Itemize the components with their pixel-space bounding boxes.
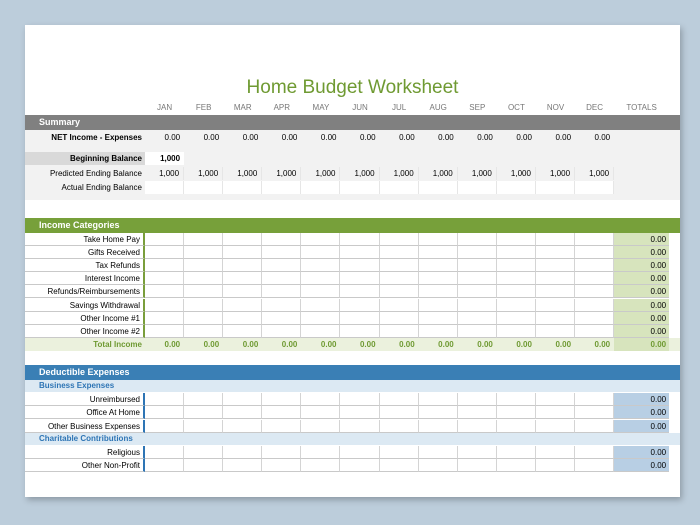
income-cell[interactable] [575, 259, 614, 272]
income-total: 0.00 [614, 233, 669, 246]
income-cell[interactable] [262, 312, 301, 325]
income-cell[interactable] [536, 299, 575, 312]
income-cell[interactable] [262, 259, 301, 272]
business-expense-total: 0.00 [614, 420, 669, 433]
income-cell[interactable] [262, 233, 301, 246]
charitable-cell[interactable] [458, 446, 497, 459]
business-expense-label: Unreimbursed [25, 393, 145, 406]
income-cell[interactable] [223, 233, 262, 246]
net-income-cell: 0.00 [438, 133, 454, 142]
income-cell[interactable] [145, 312, 184, 325]
business-expense-cell[interactable] [184, 406, 223, 419]
income-cell[interactable] [575, 299, 614, 312]
net-income-cell: 0.00 [242, 133, 259, 142]
total-income-cell: 0.00 [281, 340, 298, 349]
beginning-balance-input[interactable]: 1,000 [145, 152, 184, 165]
income-total: 0.00 [614, 246, 669, 259]
total-income-cell: 0.00 [359, 340, 376, 349]
predicted-balance-cell: 1,000 [184, 167, 223, 180]
predicted-balance-cell: 1,000 [575, 167, 614, 180]
total-income-cell: 0.00 [555, 340, 572, 349]
income-row [25, 325, 680, 338]
charitable-row [25, 459, 680, 472]
income-cell[interactable] [184, 299, 223, 312]
income-cell[interactable] [340, 259, 379, 272]
income-cell[interactable] [184, 259, 223, 272]
actual-balance-input[interactable] [380, 181, 419, 194]
predicted-balance-cell: 1,000 [262, 167, 301, 180]
income-cell[interactable] [184, 325, 223, 338]
income-total: 0.00 [614, 259, 669, 272]
income-cell[interactable] [458, 325, 497, 338]
business-expense-cell[interactable] [575, 406, 614, 419]
income-cell[interactable] [419, 246, 458, 259]
predicted-balance-cell: 1,000 [536, 167, 575, 180]
income-cell[interactable] [497, 312, 536, 325]
business-expense-cell[interactable] [575, 393, 614, 406]
charitable-cell[interactable] [497, 459, 536, 472]
income-cell[interactable] [184, 272, 223, 285]
net-income-cell: 0.00 [320, 133, 337, 142]
income-cell[interactable] [262, 325, 301, 338]
charitable-cell[interactable] [301, 446, 340, 459]
income-cell[interactable] [536, 233, 575, 246]
income-label: Take Home Pay [25, 233, 145, 246]
month-header-row [25, 101, 680, 114]
month-header: JAN [156, 103, 173, 112]
business-expense-cell[interactable] [145, 393, 184, 406]
net-income-cell: 0.00 [477, 133, 493, 142]
income-cell[interactable] [536, 325, 575, 338]
income-header: Income Categories [25, 218, 680, 233]
business-expense-cell[interactable] [145, 420, 184, 433]
business-expense-cell[interactable] [340, 420, 379, 433]
charitable-cell[interactable] [536, 459, 575, 472]
income-label: Other Income #1 [25, 312, 145, 325]
predicted-balance-row [25, 167, 680, 180]
actual-balance-input[interactable] [223, 181, 262, 194]
month-header: DEC [586, 103, 604, 112]
income-cell[interactable] [536, 312, 575, 325]
income-cell[interactable] [497, 299, 536, 312]
total-income-cell: 0.00 [242, 340, 259, 349]
income-cell[interactable] [184, 246, 223, 259]
income-cell[interactable] [301, 285, 340, 298]
predicted-balance-cell: 1,000 [458, 167, 497, 180]
charitable-label: Religious [25, 446, 145, 459]
net-income-label: NET Income - Expenses [51, 133, 142, 142]
income-cell[interactable] [340, 246, 379, 259]
actual-balance-row [25, 181, 680, 194]
income-row [25, 272, 680, 285]
income-cell[interactable] [184, 312, 223, 325]
actual-balance-input[interactable] [145, 181, 184, 194]
business-expense-cell[interactable] [301, 393, 340, 406]
predicted-balance-cell: 1,000 [145, 167, 184, 180]
charitable-cell[interactable] [497, 446, 536, 459]
income-cell[interactable] [497, 325, 536, 338]
income-cell[interactable] [223, 259, 262, 272]
income-cell[interactable] [419, 272, 458, 285]
actual-balance-input[interactable] [301, 181, 340, 194]
predicted-balance-cell: 1,000 [497, 167, 536, 180]
total-income-cell: 0.00 [164, 340, 181, 349]
predicted-balance-cell: 1,000 [301, 167, 340, 180]
charitable-cell[interactable] [419, 459, 458, 472]
income-cell[interactable] [340, 272, 379, 285]
charitable-cell[interactable] [184, 459, 223, 472]
worksheet [25, 25, 680, 497]
income-cell[interactable] [536, 259, 575, 272]
income-row [25, 299, 680, 312]
month-header: JUN [352, 103, 368, 112]
business-expense-cell[interactable] [301, 406, 340, 419]
income-cell[interactable] [419, 312, 458, 325]
business-expense-cell[interactable] [458, 406, 497, 419]
summary-header: Summary [25, 115, 680, 130]
income-cell[interactable] [497, 246, 536, 259]
income-cell[interactable] [145, 233, 184, 246]
charitable-cell[interactable] [419, 446, 458, 459]
business-expense-cell[interactable] [145, 406, 184, 419]
charitable-total: 0.00 [614, 446, 669, 459]
income-cell[interactable] [575, 312, 614, 325]
business-expenses-header: Business Expenses [25, 380, 680, 392]
charitable-cell[interactable] [301, 459, 340, 472]
business-expense-cell[interactable] [497, 420, 536, 433]
business-expense-cell[interactable] [419, 406, 458, 419]
income-cell[interactable] [262, 299, 301, 312]
income-cell[interactable] [145, 325, 184, 338]
income-cell[interactable] [262, 272, 301, 285]
predicted-balance-cell: 1,000 [223, 167, 262, 180]
business-expense-cell[interactable] [380, 420, 419, 433]
business-expense-cell[interactable] [184, 393, 223, 406]
net-income-cell: 0.00 [399, 133, 415, 142]
income-cell[interactable] [380, 312, 419, 325]
income-cell[interactable] [301, 299, 340, 312]
income-cell[interactable] [380, 246, 419, 259]
business-expense-label: Other Business Expenses [25, 420, 145, 433]
month-header: TOTALS [626, 103, 657, 112]
income-label: Refunds/Reimbursements [25, 285, 145, 298]
charitable-cell[interactable] [575, 446, 614, 459]
income-cell[interactable] [458, 312, 497, 325]
business-expense-cell[interactable] [223, 420, 262, 433]
header-spacer [25, 101, 145, 114]
income-row [25, 233, 680, 246]
business-expense-row [25, 420, 680, 433]
month-header: FEB [195, 103, 212, 112]
beginning-balance-row [25, 152, 680, 165]
month-header: OCT [507, 103, 525, 112]
income-cell[interactable] [340, 285, 379, 298]
charitable-cell[interactable] [262, 446, 301, 459]
income-cell[interactable] [340, 233, 379, 246]
income-cell[interactable] [301, 259, 340, 272]
predicted-balance-cell: 1,000 [419, 167, 458, 180]
income-cell[interactable] [340, 325, 379, 338]
income-cell[interactable] [380, 325, 419, 338]
business-expense-cell[interactable] [223, 406, 262, 419]
income-cell[interactable] [380, 259, 419, 272]
income-label: Interest Income [25, 272, 145, 285]
income-label: Savings Withdrawal [25, 299, 145, 312]
net-income-cell: 0.00 [594, 133, 611, 142]
income-cell[interactable] [145, 272, 184, 285]
income-cell[interactable] [301, 246, 340, 259]
page-title: Home Budget Worksheet [246, 77, 459, 98]
income-row [25, 246, 680, 259]
charitable-label: Other Non-Profit [25, 459, 145, 472]
charitable-cell[interactable] [223, 459, 262, 472]
business-expense-label: Office At Home [25, 406, 145, 419]
income-cell[interactable] [380, 299, 419, 312]
income-cell[interactable] [458, 285, 497, 298]
total-income-cell: 0.00 [477, 340, 493, 349]
month-header: MAR [233, 103, 252, 112]
business-expense-cell[interactable] [419, 420, 458, 433]
income-total: 0.00 [614, 325, 669, 338]
net-income-cell: 0.00 [164, 133, 181, 142]
income-cell[interactable] [262, 285, 301, 298]
total-income-cell: 0.00 [594, 340, 611, 349]
income-cell[interactable] [145, 285, 184, 298]
income-cell[interactable] [497, 259, 536, 272]
income-cell[interactable] [575, 285, 614, 298]
total-income-cell: 0.00 [516, 340, 532, 349]
net-income-cell: 0.00 [281, 133, 298, 142]
income-cell[interactable] [419, 299, 458, 312]
actual-balance-input[interactable] [340, 181, 379, 194]
total-income-cell: 0.00 [203, 340, 220, 349]
total-income-cell: 0.00 [438, 340, 454, 349]
income-cell[interactable] [419, 325, 458, 338]
income-cell[interactable] [145, 299, 184, 312]
business-expense-total: 0.00 [614, 406, 669, 419]
income-cell[interactable] [380, 285, 419, 298]
actual-balance-label: Actual Ending Balance [61, 183, 142, 192]
income-cell[interactable] [301, 272, 340, 285]
business-expense-total: 0.00 [614, 393, 669, 406]
business-expense-cell[interactable] [262, 406, 301, 419]
income-total: 0.00 [614, 285, 669, 298]
income-total: 0.00 [614, 312, 669, 325]
income-total: 0.00 [614, 272, 669, 285]
income-cell[interactable] [575, 246, 614, 259]
business-expense-cell[interactable] [419, 393, 458, 406]
business-expense-cell[interactable] [536, 393, 575, 406]
income-cell[interactable] [223, 272, 262, 285]
income-label: Tax Refunds [25, 259, 145, 272]
income-cell[interactable] [419, 233, 458, 246]
business-expense-cell[interactable] [301, 420, 340, 433]
charitable-cell[interactable] [145, 446, 184, 459]
predicted-balance-cell: 1,000 [380, 167, 419, 180]
charitable-cell[interactable] [262, 459, 301, 472]
income-cell[interactable] [145, 246, 184, 259]
income-cell[interactable] [223, 299, 262, 312]
net-income-cell: 0.00 [555, 133, 572, 142]
business-expense-cell[interactable] [184, 420, 223, 433]
income-cell[interactable] [458, 246, 497, 259]
income-row [25, 312, 680, 325]
income-cell[interactable] [575, 233, 614, 246]
business-expense-cell[interactable] [340, 393, 379, 406]
business-expense-cell[interactable] [497, 406, 536, 419]
actual-balance-input[interactable] [458, 181, 497, 194]
income-cell[interactable] [184, 233, 223, 246]
income-cell[interactable] [340, 312, 379, 325]
month-header: NOV [546, 103, 565, 112]
business-expense-cell[interactable] [380, 393, 419, 406]
income-cell[interactable] [536, 285, 575, 298]
income-cell[interactable] [458, 272, 497, 285]
income-cell[interactable] [340, 299, 379, 312]
actual-balance-input[interactable] [575, 181, 614, 194]
income-cell[interactable] [184, 285, 223, 298]
net-income-cell: 0.00 [203, 133, 220, 142]
actual-balance-input[interactable] [184, 181, 223, 194]
business-expense-cell[interactable] [536, 406, 575, 419]
total-income-cell: 0.00 [399, 340, 415, 349]
charitable-cell[interactable] [575, 459, 614, 472]
income-row [25, 259, 680, 272]
business-expense-row [25, 406, 680, 419]
business-expense-cell[interactable] [340, 406, 379, 419]
income-cell[interactable] [262, 246, 301, 259]
income-cell[interactable] [223, 285, 262, 298]
charitable-total: 0.00 [614, 459, 669, 472]
income-cell[interactable] [223, 312, 262, 325]
total-income-cell: 0.00 [320, 340, 337, 349]
income-total: 0.00 [614, 299, 669, 312]
business-expense-cell[interactable] [262, 420, 301, 433]
charitable-cell[interactable] [536, 446, 575, 459]
income-cell[interactable] [458, 233, 497, 246]
income-cell[interactable] [497, 233, 536, 246]
charitable-cell[interactable] [380, 446, 419, 459]
business-expense-cell[interactable] [497, 393, 536, 406]
charitable-cell[interactable] [145, 459, 184, 472]
income-cell[interactable] [301, 233, 340, 246]
business-expense-cell[interactable] [223, 393, 262, 406]
predicted-balance-label: Predicted Ending Balance [49, 169, 142, 178]
income-cell[interactable] [419, 285, 458, 298]
income-cell[interactable] [497, 285, 536, 298]
net-income-cell: 0.00 [359, 133, 376, 142]
actual-balance-input[interactable] [262, 181, 301, 194]
net-income-row [25, 131, 680, 144]
business-expense-cell[interactable] [262, 393, 301, 406]
month-header: JUL [391, 103, 407, 112]
income-cell[interactable] [419, 259, 458, 272]
charitable-row [25, 446, 680, 459]
total-income-label: Total Income [93, 340, 142, 349]
business-expense-cell[interactable] [536, 420, 575, 433]
business-expense-row [25, 393, 680, 406]
net-income-cell: 0.00 [516, 133, 532, 142]
income-label: Gifts Received [25, 246, 145, 259]
actual-balance-input[interactable] [536, 181, 575, 194]
month-header: SEP [469, 103, 486, 112]
income-cell[interactable] [223, 246, 262, 259]
charitable-cell[interactable] [223, 446, 262, 459]
actual-balance-input[interactable] [497, 181, 536, 194]
charitable-cell[interactable] [340, 459, 379, 472]
income-cell[interactable] [223, 325, 262, 338]
income-cell[interactable] [458, 299, 497, 312]
month-header: MAY [312, 103, 330, 112]
income-cell[interactable] [497, 272, 536, 285]
charitable-cell[interactable] [340, 446, 379, 459]
charitable-header: Charitable Contributions [25, 433, 680, 445]
income-cell[interactable] [380, 233, 419, 246]
month-header: AUG [429, 103, 447, 112]
beginning-balance-label: Beginning Balance [25, 152, 145, 165]
income-row [25, 285, 680, 298]
income-cell[interactable] [536, 246, 575, 259]
business-expense-cell[interactable] [458, 393, 497, 406]
predicted-balance-cell: 1,000 [340, 167, 379, 180]
business-expense-cell[interactable] [380, 406, 419, 419]
charitable-cell[interactable] [380, 459, 419, 472]
income-cell[interactable] [380, 272, 419, 285]
income-cell[interactable] [575, 272, 614, 285]
charitable-cell[interactable] [458, 459, 497, 472]
income-cell[interactable] [301, 325, 340, 338]
income-cell[interactable] [301, 312, 340, 325]
total-income-row [25, 338, 680, 351]
income-cell[interactable] [145, 259, 184, 272]
deductible-header: Deductible Expenses [25, 365, 680, 380]
income-label: Other Income #2 [25, 325, 145, 338]
business-expense-cell[interactable] [458, 420, 497, 433]
month-header: APR [273, 103, 291, 112]
income-cell[interactable] [575, 325, 614, 338]
total-income-cell: 0.00 [614, 338, 669, 351]
business-expense-cell[interactable] [575, 420, 614, 433]
charitable-cell[interactable] [184, 446, 223, 459]
income-cell[interactable] [458, 259, 497, 272]
actual-balance-input[interactable] [419, 181, 458, 194]
income-cell[interactable] [536, 272, 575, 285]
